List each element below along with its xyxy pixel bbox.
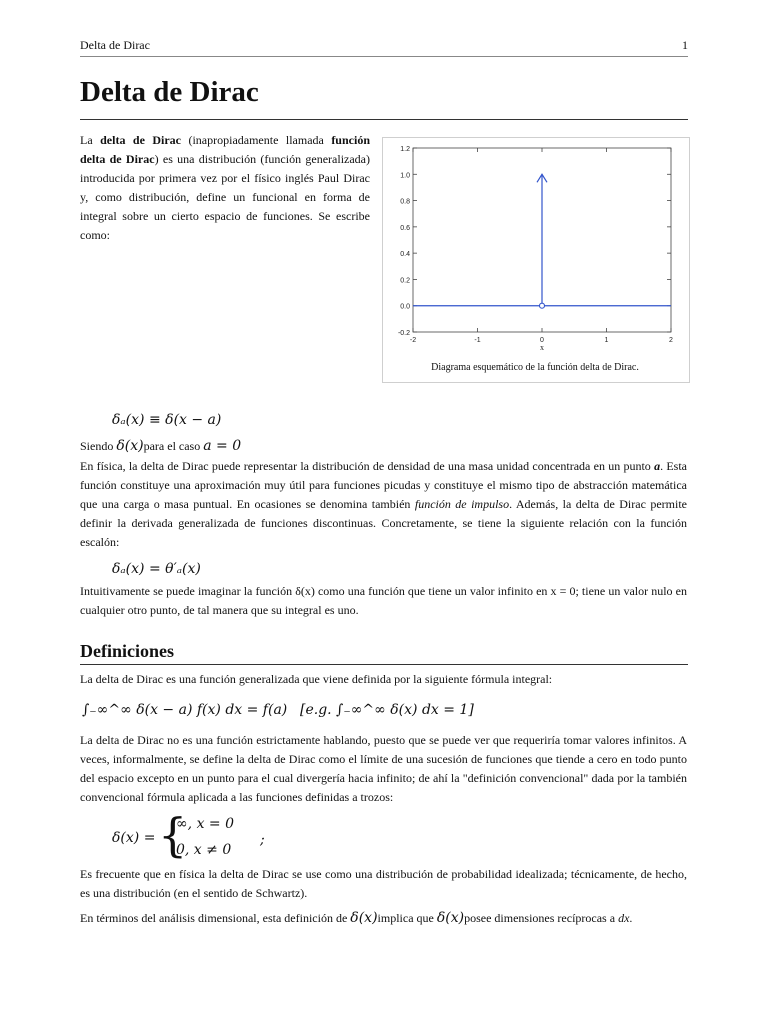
math-delta-x-3: δ(x) [436,910,465,926]
y-tick-label: 0.8 [400,198,410,206]
dimensional-line: En términos del análisis dimensional, esta definición de δ(x)implica que δ(x)posee dimensiones recíprocas a dx. [80,910,633,926]
eq-cases [112,808,292,864]
x-tick-label: 1 [604,337,609,344]
y-tick-label: 0.4 [400,251,410,259]
eq-integral: ∫₋∞^∞ δ(x − a) f(x) dx = f(a) [82,702,288,718]
running-title: Delta de Dirac [80,38,150,52]
term-dx: dx [618,911,630,925]
running-header [80,38,688,53]
x-axis-label: x [540,343,544,352]
limit-paragraph: La delta de Dirac no es una función estrictamente hablando, puesto que se puede ver que requeriría tomar valores infinitos. A veces, informalmente, se define la delta de Dirac como el límite de una sucesión de funciones que tiende a cero en todo punto del espacio excepto en un punto para el cual divergería hacia infinito; de ahí la "definición convencional" dada por la también convencional fórmula aplicada a las funciones definidas a trozos: [80,733,687,804]
cases-row-1: ∞, x = 0 [176,816,234,832]
x-tick-label: -2 [409,337,417,344]
x-tick-label: -1 [474,337,481,344]
y-tick-label: 1.2 [400,146,410,153]
physics-paragraph: En física, la delta de Dirac puede representar la distribución de densidad de una masa unidad concentrada en un punto a. Esta función constituye una aproximación muy útil para funciones picudas y constituye el mismo tipo de abstracción matemática que una carga o masa puntual. En ocasiones se denomina también función de impulso. Además, la delta de Dirac permite definir la derivada generalizada de funciones discontinuas. Concretamente, se tiene la siguiente relación con la función escalón: [80,459,688,549]
cases-tail: ; [260,832,265,848]
term-delta-de-dirac: delta de Dirac [100,133,181,147]
article-title: Delta de Dirac [80,76,259,108]
math-delta-x: δ(x) [116,438,144,454]
y-tick-label: 1.0 [400,172,410,180]
header-rule [80,56,688,57]
x-tick-label: 2 [669,337,673,344]
delta-chart [383,138,689,363]
page-number: 1 [682,38,688,52]
open-point [540,303,545,308]
eq-definition: δₐ(x) ≡ δ(x − a) [112,412,222,428]
section-rule [80,664,688,665]
intro-paragraph: La delta de Dirac (inapropiadamente llamada función delta de Dirac) es una distribución (función generalizada) introducida por primera vez por el físico inglés Paul Dirac y, como distribución, define un funcional en forma de integral sobre un cierto espacio de funciones. Se escribe como: [80,133,371,242]
y-tick-label: -0.2 [397,330,410,337]
delta-figure [382,137,690,383]
term-funcion-delta: función delta de Dirac [80,133,370,166]
cases-lhs: δ(x) = [112,830,156,846]
x-tick-label: 0 [540,337,544,344]
title-rule [80,119,688,120]
math-delta-x-2: δ(x) [350,910,378,926]
cases-row-2: 0, x ≠ 0 [176,842,232,858]
definition-intro: La delta de Dirac es una función generalizada que viene definida por la siguiente fórmula integral: [80,672,553,686]
term-funcion-impulso: función de impulso [414,497,510,511]
section-title-definiciones: Definiciones [80,641,174,661]
eq-integral-example: [e.g. ∫₋∞^∞ δ(x) dx = 1] [300,702,474,718]
cases-brace: { [158,808,188,862]
y-tick-label: 0.2 [400,277,410,285]
siendo-line: Siendo δ(x)para el caso a = 0 [80,438,242,454]
y-tick-label: 0.0 [400,303,410,311]
eq-step-derivative: δₐ(x) = θ′ₐ(x) [112,561,201,577]
y-tick-label: 0.6 [400,224,410,232]
point-a: a [654,459,661,473]
intuition-paragraph: Intuitivamente se puede imaginar la función δ(x) como una función que tiene un valor infinito en x = 0; tiene un valor nulo en cualquier otro punto, de tal manera que su integral es uno. [80,584,687,617]
probability-paragraph: Es frecuente que en física la delta de Dirac se use como una distribución de probabilidad idealizada; técnicamente, de hecho, es una distribución (en el sentido de Schwartz). [80,867,687,900]
math-a-zero: a = 0 [203,438,242,454]
figure-caption: Diagrama esquemático de la función delta de Dirac. [431,362,639,373]
